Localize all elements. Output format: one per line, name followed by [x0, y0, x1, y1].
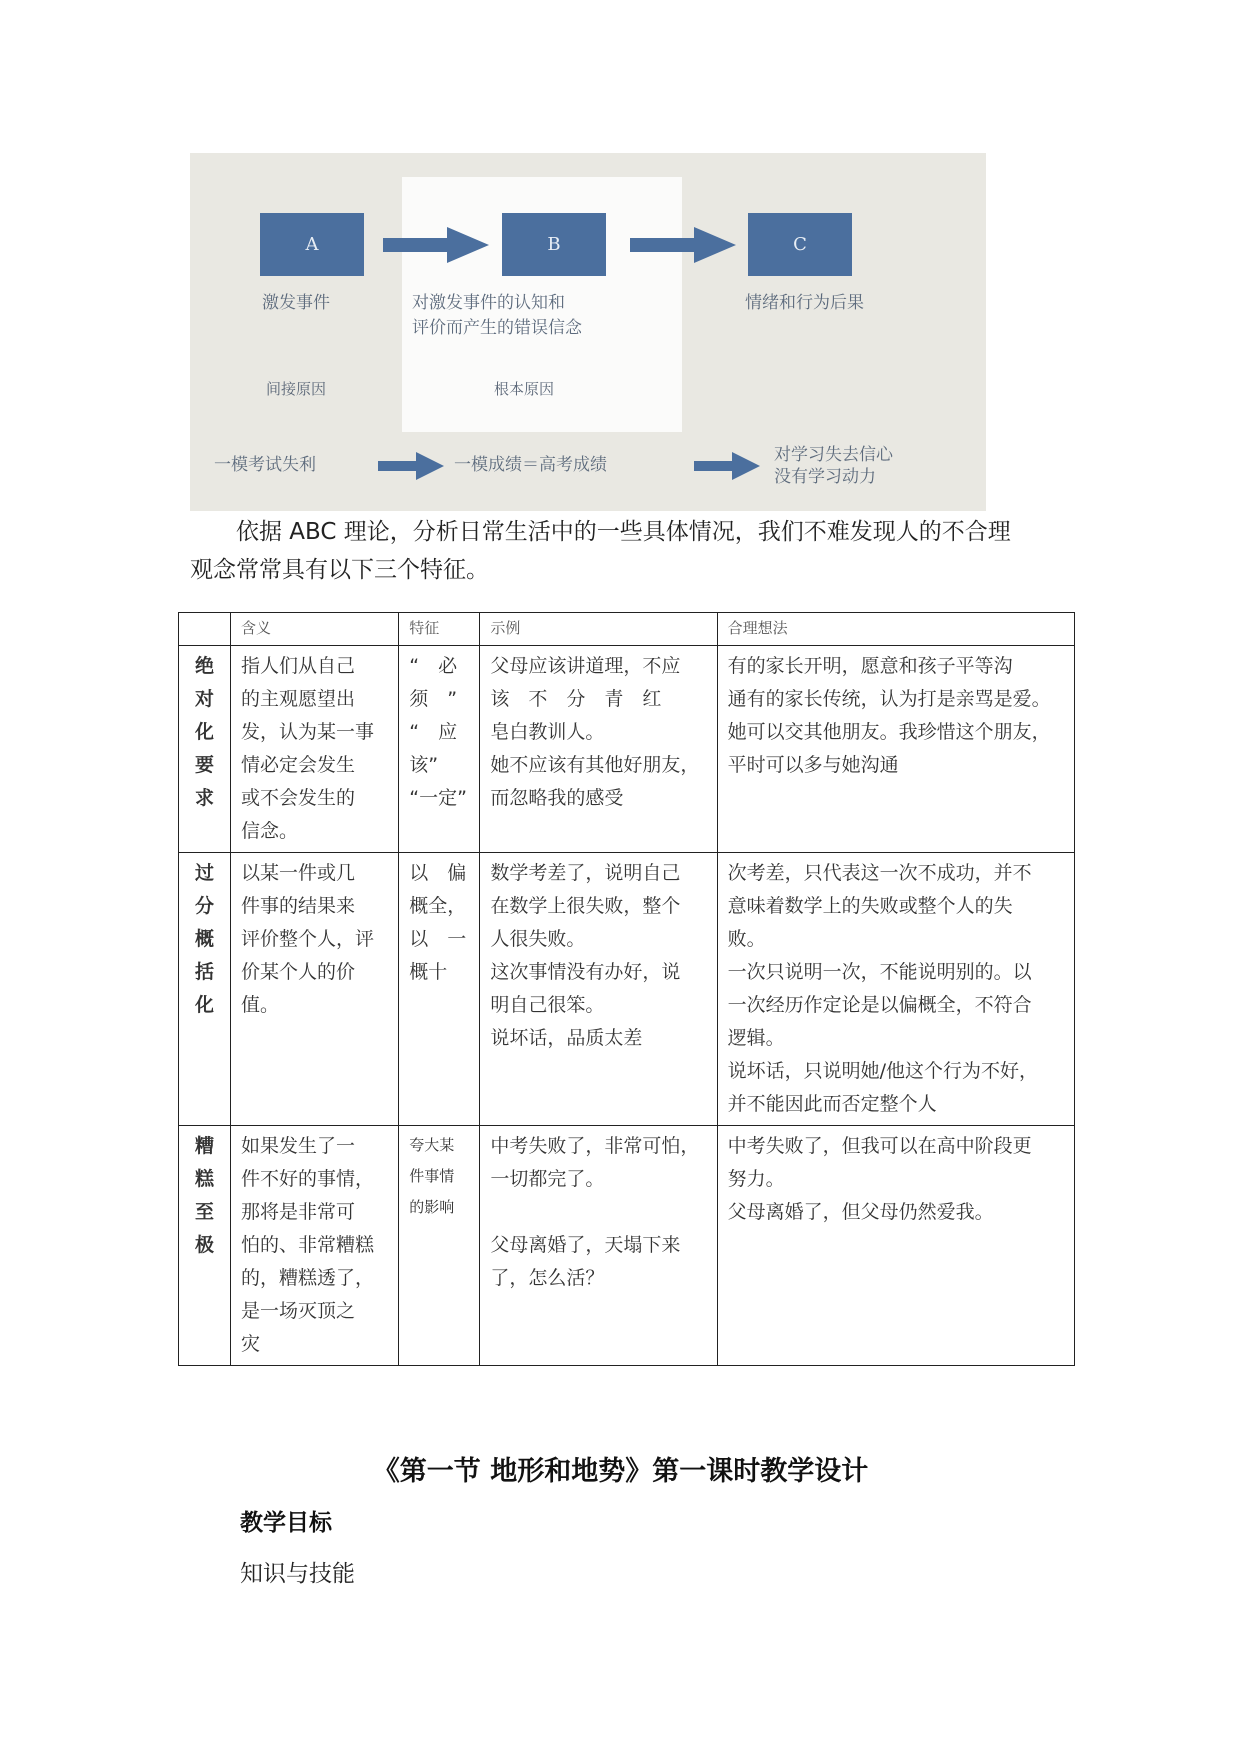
- rational-cell: [717, 646, 1074, 853]
- rational-cell: [717, 853, 1074, 1126]
- text-line: 她不应该有其他好朋友，: [490, 754, 700, 776]
- text-line: 该 不 分 青 红: [490, 688, 662, 710]
- text-line: 一次经历作定论是以偏概全，不符合: [727, 994, 1032, 1016]
- feature-cell: [399, 853, 480, 1126]
- text-line: 以某一件或几: [241, 862, 356, 884]
- category-char: 对: [195, 688, 215, 710]
- text-line: 一次只说明一次，不能说明别的。以: [727, 961, 1032, 983]
- text-line: 值。: [241, 994, 280, 1016]
- example-arrow-1-icon: [378, 451, 446, 481]
- text-line: 如果发生了一: [241, 1135, 356, 1157]
- text-line: 并不能因此而否定整个人: [727, 1093, 937, 1115]
- text-line: 这次事情没有办好，说: [490, 961, 681, 983]
- meaning-cell: [231, 646, 399, 853]
- text-line: 或不会发生的: [241, 787, 356, 809]
- category-char: 要: [195, 754, 215, 776]
- example-cell: [480, 853, 717, 1126]
- header-empty: [179, 613, 231, 646]
- text-line: 中考失败了，非常可怕，: [490, 1135, 700, 1157]
- category-char: 极: [195, 1234, 215, 1256]
- text-line: 是一场灭顶之: [241, 1300, 356, 1322]
- table-row: [179, 646, 1075, 853]
- text-line: 一切都完了。: [490, 1168, 605, 1190]
- text-line: 怕的、非常糟糕: [241, 1234, 375, 1256]
- text-line: 指人们从自己: [241, 655, 356, 677]
- text-line: 父母应该讲道理，不应: [490, 655, 681, 677]
- text-line: 努力。: [727, 1168, 785, 1190]
- irrational-belief-table: [178, 612, 1075, 1366]
- label-belief-line1: 对激发事件的认知和: [412, 293, 565, 313]
- text-line: 中考失败了，但我可以在高中阶段更: [727, 1135, 1032, 1157]
- text-line: 信念。: [241, 820, 299, 842]
- text-line: 以 偏: [409, 862, 467, 884]
- header-feature: 特征: [399, 613, 480, 646]
- label-consequence: 情绪和行为后果: [745, 293, 864, 313]
- header-meaning: 含义: [231, 613, 399, 646]
- text-line: 件事情: [409, 1167, 455, 1185]
- box-b: B: [502, 213, 606, 276]
- text-line: 发，认为某一事: [241, 721, 375, 743]
- text-line: 败。: [727, 928, 766, 950]
- text-line: “ 应: [409, 721, 458, 743]
- text-line: 夸大某: [409, 1136, 455, 1154]
- box-c: C: [748, 213, 852, 276]
- header-example: 示例: [480, 613, 717, 646]
- category-char: 过: [195, 862, 215, 884]
- text-line: 通有的家长传统，认为打是亲骂是爱。: [727, 688, 1051, 710]
- text-line: 明自己很笨。: [490, 994, 605, 1016]
- rational-cell: [717, 1126, 1074, 1366]
- feature-cell: [399, 646, 480, 853]
- example-arrow-2-icon: [694, 451, 762, 481]
- paragraph-line-2: 观念常常具有以下三个特征。: [190, 557, 489, 583]
- category-cell: [179, 1126, 231, 1366]
- meaning-cell: [231, 1126, 399, 1366]
- example-cell: [480, 1126, 717, 1366]
- category-char: 分: [195, 895, 215, 917]
- text-line: “一定”: [409, 787, 467, 809]
- text-line: 那将是非常可: [241, 1201, 356, 1223]
- example-consequence-line1: 对学习失去信心: [774, 445, 893, 465]
- text-line: 的，糟糕透了，: [241, 1267, 375, 1289]
- text-line: 概十: [409, 961, 448, 983]
- text-line: 灾: [241, 1333, 261, 1355]
- text-line: 情必定会发生: [241, 754, 356, 776]
- category-char: 括: [195, 961, 215, 983]
- text-line: 概全，: [409, 895, 467, 917]
- text-line: 父母离婚了，但父母仍然爱我。: [727, 1201, 994, 1223]
- text-line: “ 必: [409, 655, 458, 677]
- table-row: [179, 1126, 1075, 1366]
- text-line: 的影响: [409, 1198, 455, 1216]
- text-line: 件不好的事情，: [241, 1168, 375, 1190]
- lesson-title: 《第一节 地形和地势》第一课时教学设计: [372, 1456, 869, 1487]
- subsection-heading: 知识与技能: [240, 1561, 355, 1587]
- example-consequence-line2: 没有学习动力: [774, 467, 876, 487]
- text-line: 逻辑。: [727, 1027, 785, 1049]
- text-line: 该”: [409, 754, 439, 776]
- box-a: A: [260, 213, 364, 276]
- text-line: 数学考差了，说明自己: [490, 862, 681, 884]
- text-line: 了，怎么活？: [490, 1267, 605, 1289]
- text-line: 以 一: [409, 928, 467, 950]
- text-line: 父母离婚了，天塌下来: [490, 1234, 681, 1256]
- category-char: 绝: [195, 655, 215, 677]
- text-line: 的主观愿望出: [241, 688, 356, 710]
- label-belief-line2: 评价而产生的错误信念: [412, 318, 582, 338]
- text-line: 在数学上很失败，整个: [490, 895, 681, 917]
- table-row: [179, 853, 1075, 1126]
- label-indirect-cause: 间接原因: [266, 380, 327, 398]
- label-root-cause: 根本原因: [494, 380, 555, 398]
- text-line: 而忽略我的感受: [490, 787, 624, 809]
- example-event: 一模考试失利: [214, 455, 316, 475]
- text-line: 皂白教训人。: [490, 721, 605, 743]
- text-line: 次考差，只代表这一次不成功，并不: [727, 862, 1032, 884]
- text-line: 评价整个人，评: [241, 928, 375, 950]
- example-belief: 一模成绩＝高考成绩: [454, 455, 607, 475]
- category-char: 求: [195, 787, 215, 809]
- arrow-a-to-b-icon: [383, 225, 491, 265]
- meaning-cell: [231, 853, 399, 1126]
- table-header-row: [179, 613, 1075, 646]
- text-line: 件事的结果来: [241, 895, 356, 917]
- category-char: 糟: [195, 1135, 215, 1157]
- text-line: 意味着数学上的失败或整个人的失: [727, 895, 1013, 917]
- text-line: 人很失败。: [490, 928, 586, 950]
- category-cell: [179, 853, 231, 1126]
- text-line: 说坏话，品质太差: [490, 1027, 643, 1049]
- feature-cell: [399, 1126, 480, 1366]
- label-activating-event: 激发事件: [262, 293, 330, 313]
- example-cell: [480, 646, 717, 853]
- text-line: [490, 1196, 706, 1229]
- text-line: 平时可以多与她沟通: [727, 754, 899, 776]
- paragraph-line-1: 依据 ABC 理论，分析日常生活中的一些具体情况，我们不难发现人的不合理: [236, 519, 1011, 545]
- header-rational: 合理想法: [717, 613, 1074, 646]
- intro-paragraph: [190, 513, 1070, 589]
- section-heading: 教学目标: [240, 1510, 332, 1536]
- arrow-b-to-c-icon: [630, 225, 738, 265]
- text-line: 价某个人的价: [241, 961, 356, 983]
- text-line: 说坏话，只说明她/他这个行为不好，: [727, 1060, 1038, 1082]
- text-line: 须 ”: [409, 688, 458, 710]
- text-line: 她可以交其他朋友。我珍惜这个朋友，: [727, 721, 1051, 743]
- category-char: 化: [195, 721, 215, 743]
- category-char: 糕: [195, 1168, 215, 1190]
- text-line: 有的家长开明，愿意和孩子平等沟: [727, 655, 1013, 677]
- category-char: 至: [195, 1201, 215, 1223]
- category-char: 化: [195, 994, 215, 1016]
- category-char: 概: [195, 928, 215, 950]
- category-cell: [179, 646, 231, 853]
- abc-theory-figure: [190, 153, 986, 511]
